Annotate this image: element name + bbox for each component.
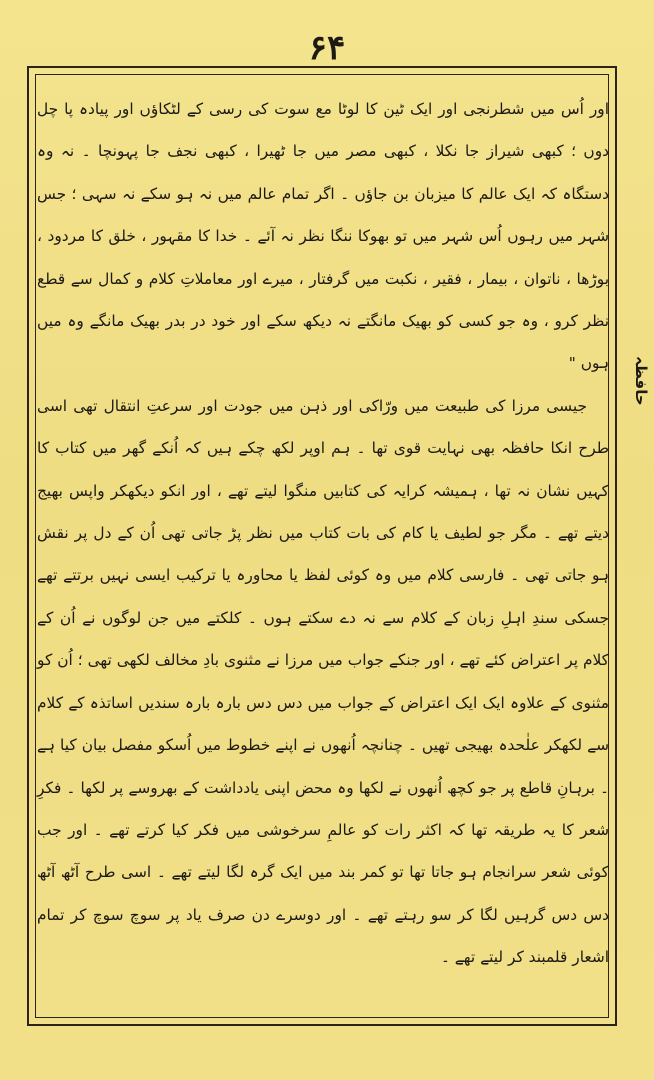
page-number: ۶۴ [308, 28, 346, 68]
paragraph-2: جیسی مرزا کی طبیعت میں ورّاکی اور ذہن میں جودت اور سرعتِ انتقال تھی اسی طرح انکا حافظہ بھی نہایت قوی تھا ۔ ہم اوپر لکھ چکے ہیں کہ اُنکے گھر میں کتاب کا کہیں نشان نہ تھا ، ہمیشہ کرایہ کی کتابیں منگوا لیتے تھے ، اور انکو دیکھکر واپس بھیج دیتے تھے ۔ مگر جو لطیف یا کام کی بات کتاب میں نظر پڑ جاتی تھی اُن کے دل پر نقش ہو جاتی تھی ۔ فارسی کلام میں وہ کوئی لفظ یا محاورہ یا ترکیب ایسی نہیں برتتے تھے جسکی سندِ اہلِ زبان کے کلام سے نہ دے سکتے ہوں ۔ کلکتے میں جن لوگوں نے اُن کے کلام پر اعتراض کئے تھے ، اور جنکے جواب میں مرزا نے مثنوی بادِ مخالف لکھی تھی ؛ اُن کو مثنوی کے علاوہ ایک ایک اعتراض کے جواب میں دس دس بارہ بارہ سندیں اساتذہ کے کلام سے لکھکر علٰحدہ بھیجی تھیں ۔ چنانچہ اُنھوں نے اپنے خطوط میں اُسکو مفصل بیان کیا ہے ۔ برہانِ قاطع پر جو کچھ اُنھوں نے لکھا وہ محض اپنی یادداشت کے بھروسے پر لکھا ۔ فکرِ شعر کا یہ طریقہ تھا کہ اکثر رات کو عالمِ سرخوشی میں فکر کیا کرتے تھے ۔ اور جب کوئی شعر سرانجام ہو جاتا تھا تو کمر بند میں ایک گرہ لگا لیتے تھے ۔ اسی طرح آٹھ آٹھ دس دس گرہیں لگا کر سو رہتے تھے ۔ اور دوسرے دن صرف یاد پر سوچ سوچ کر تمام اشعار قلمبند کر لیتے تھے ۔ [37, 396, 609, 967]
page-body [37, 88, 609, 988]
margin-note: حافظہ [632, 356, 650, 406]
paragraph-1: اور اُس میں شطرنجی اور ایک ٹین کا لوٹا مع سوت کی رسی کے لٹکاؤں اور پیادہ پا چل دوں ؛ کبھی شیراز جا نکلا ، کبھی مصر میں جا ٹھیرا ، کبھی نجف جا پہونچا ۔ نہ وہ دستگاہ کہ ایک عالم کا میزبان بن جاؤں ۔ اگر تمام عالم میں نہ ہو سکے نہ سہی ؛ جس شہر میں رہوں اُس شہر میں تو بھوکا ننگا نظر نہ آئے ۔ خدا کا مقہور ، خلق کا مردود ، بوڑھا ، ناتوان ، بیمار ، فقیر ، نکبت میں گرفتار ، میرے اور معاملاتِ کلام و کمال سے قطع نظر کرو ، وہ جو کسی کو بھیک مانگتے نہ دیکھ سکے اور خود در بدر بھیک مانگے وہ میں ہوں " [37, 100, 609, 373]
